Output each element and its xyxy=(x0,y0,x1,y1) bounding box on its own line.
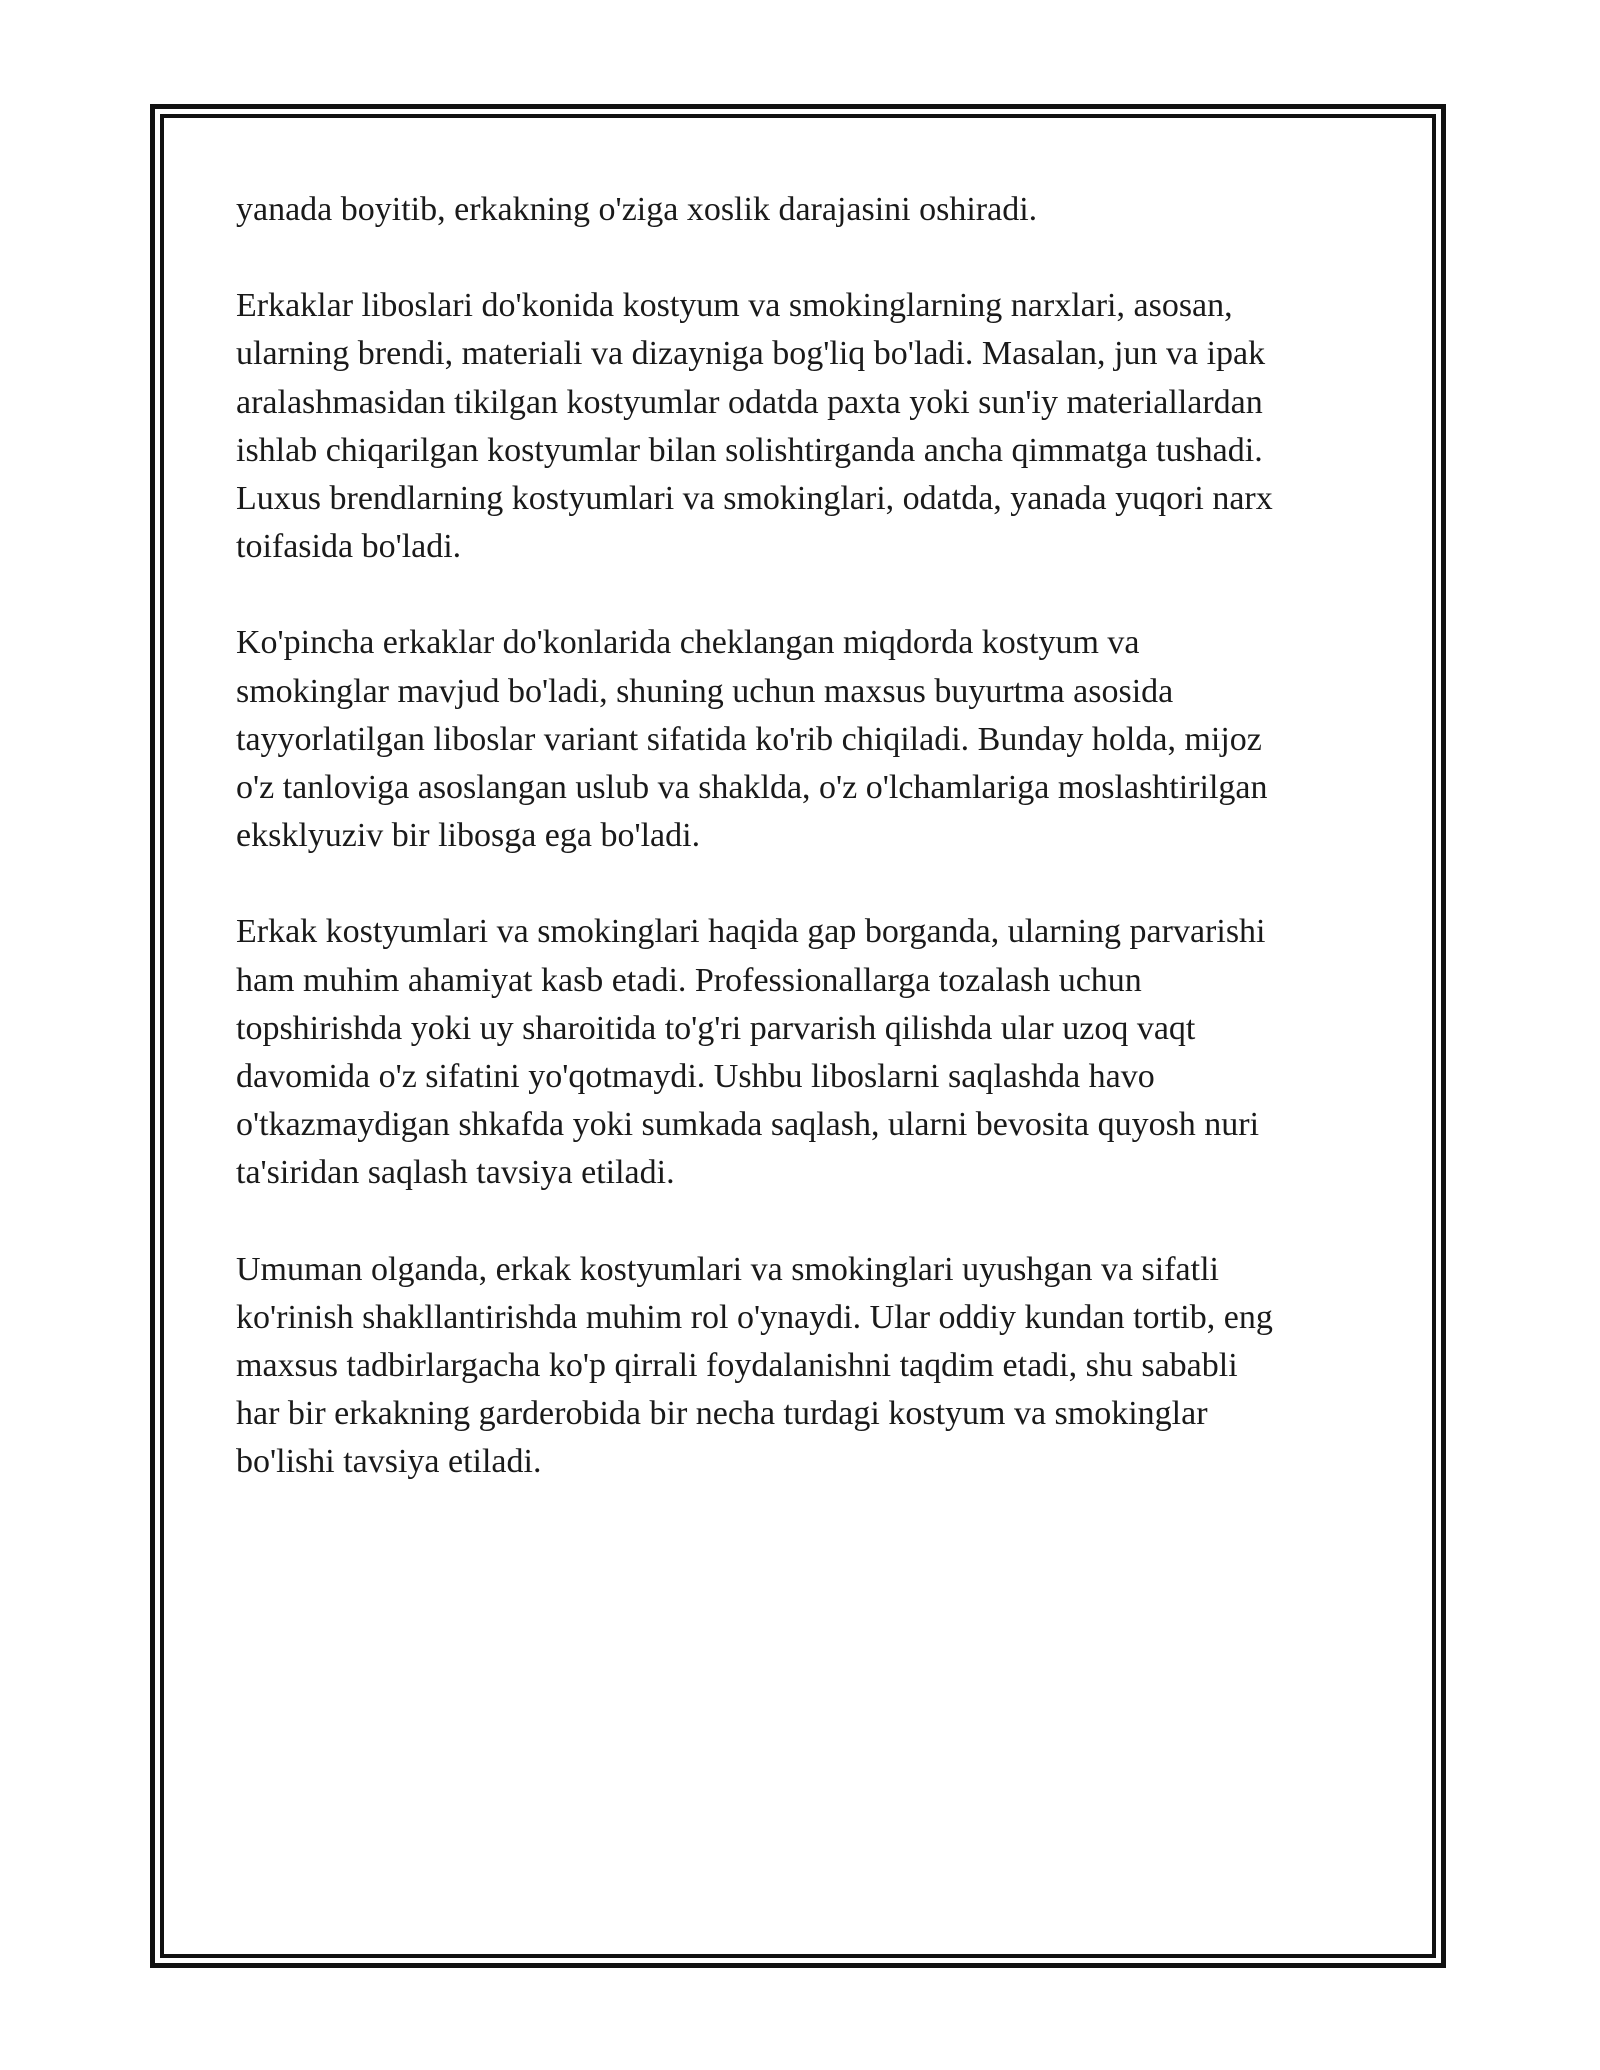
text-line: ularning brendi, materiali va dizayniga bog'liq bo'ladi. Masalan, jun va ipak xyxy=(236,335,1266,373)
paragraph-2 xyxy=(236,282,1386,571)
text-line: o'tkazmaydigan shkafda yoki sumkada saqlash, ularni bevosita quyosh nuri xyxy=(236,1106,1260,1144)
text-line: har bir erkakning garderobida bir necha turdagi kostyum va smokinglar xyxy=(236,1395,1208,1433)
text-line: Erkaklar liboslari do'konida kostyum va smokinglarning narxlari, asosan, xyxy=(236,287,1233,325)
text-line: ishlab chiqarilgan kostyumlar bilan solishtirganda ancha qimmatga tushadi. xyxy=(236,431,1263,469)
paragraph-3 xyxy=(236,619,1386,860)
text-line: tayyorlatilgan liboslar variant sifatida ko'rib chiqiladi. Bunday holda, mijoz xyxy=(236,720,1262,758)
text-line: o'z tanloviga asoslangan uslub va shaklda, o'z o'lchamlariga moslashtirilgan xyxy=(236,769,1268,807)
text-line: Ko'pincha erkaklar do'konlarida cheklangan miqdorda kostyum va xyxy=(236,624,1140,662)
text-line: ko'rinish shakllantirishda muhim rol o'ynaydi. Ular oddiy kundan tortib, eng xyxy=(236,1298,1273,1336)
text-line: toifasida bo'ladi. xyxy=(236,528,462,566)
text-line: eksklyuziv bir libosga ega bo'ladi. xyxy=(236,817,701,855)
text-line: ham muhim ahamiyat kasb etadi. Professionallarga tozalash uchun xyxy=(236,961,1142,999)
paragraph-1 xyxy=(236,186,1386,234)
text-line: smokinglar mavjud bo'ladi, shuning uchun maxsus buyurtma asosida xyxy=(236,672,1174,710)
text-line: aralashmasidan tikilgan kostyumlar odatda paxta yoki sun'iy materiallardan xyxy=(236,383,1263,421)
paragraph-4 xyxy=(236,908,1386,1197)
text-line: topshirishda yoki uy sharoitida to'g'ri parvarish qilishda ular uzoq vaqt xyxy=(236,1009,1196,1047)
document-body xyxy=(236,186,1386,1535)
text-line: ta'siridan saqlash tavsiya etiladi. xyxy=(236,1154,675,1192)
text-line: yanada boyitib, erkakning o'ziga xoslik darajasini oshiradi. xyxy=(236,191,1038,228)
paragraph-5 xyxy=(236,1246,1386,1487)
text-line: davomida o'z sifatini yo'qotmaydi. Ushbu liboslarni saqlashda havo xyxy=(236,1058,1155,1096)
text-line: bo'lishi tavsiya etiladi. xyxy=(236,1443,542,1481)
text-line: Luxus brendlarning kostyumlari va smokinglari, odatda, yanada yuqori narx xyxy=(236,480,1273,518)
text-line: Erkak kostyumlari va smokinglari haqida gap borganda, ularning parvarishi xyxy=(236,913,1266,951)
text-line: maxsus tadbirlargacha ko'p qirrali foydalanishni taqdim etadi, shu sababli xyxy=(236,1347,1238,1385)
text-line: Umuman olganda, erkak kostyumlari va smokinglari uyushgan va sifatli xyxy=(236,1250,1219,1288)
